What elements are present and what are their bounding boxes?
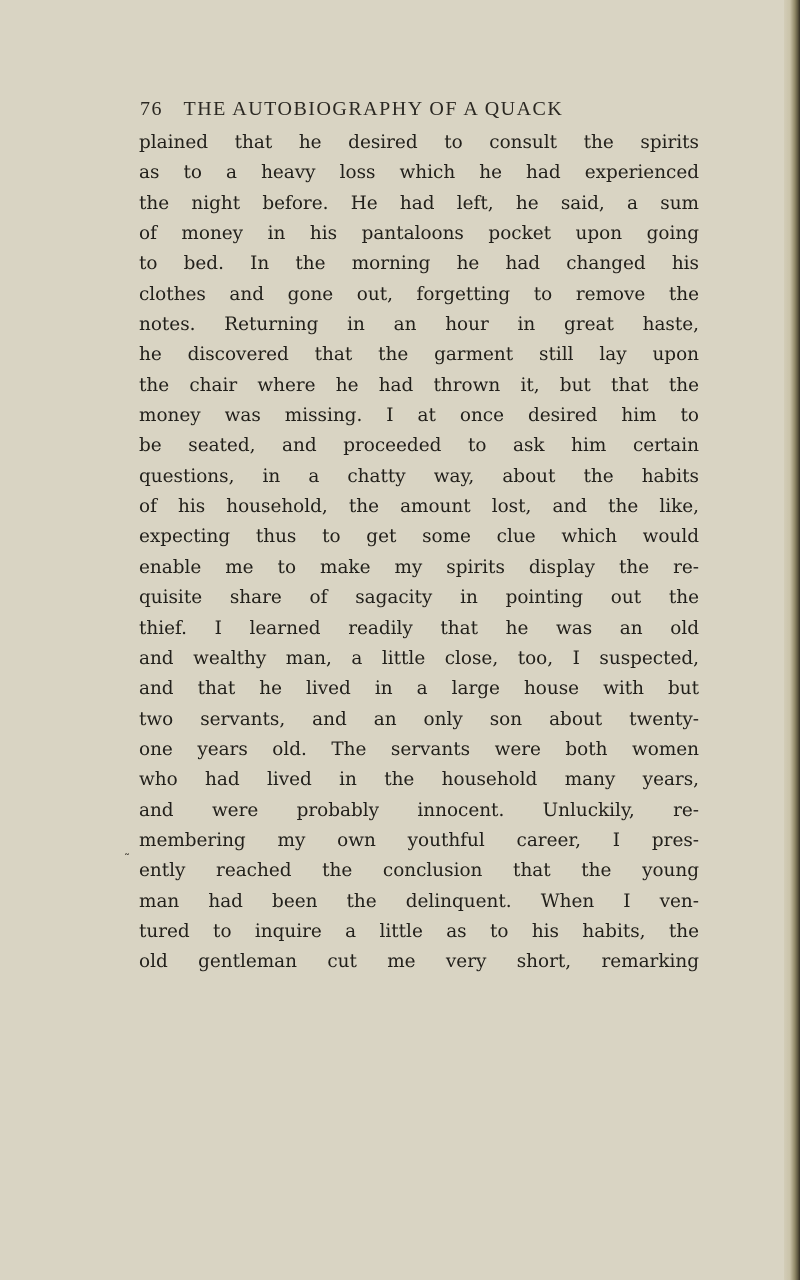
text-line: plained that he desired to consult the spirits [139, 132, 699, 153]
text-line: of his household, the amount lost, and the like, [139, 496, 699, 518]
text-line: expecting thus to get some clue which would [139, 526, 699, 548]
page-number: 76 [140, 98, 163, 120]
text-line: who had lived in the household many years, [139, 769, 699, 791]
text-line: clothes and gone out, forgetting to remove the [139, 283, 699, 305]
text-line: the chair where he had thrown it, but that the [139, 374, 699, 396]
text-line: quisite share of sagacity in pointing out the [139, 587, 699, 609]
text-line: and wealthy man, a little close, too, I suspected, [139, 647, 699, 669]
text-line: questions, in a chatty way, about the habits [139, 465, 699, 487]
text-line: thief. I learned readily that he was an old [139, 617, 699, 639]
text-line: one years old. The servants were both women [139, 738, 699, 760]
text-line: enable me to make my spirits display the re- [139, 556, 699, 578]
text-line: notes. Returning in an hour in great haste, [139, 314, 699, 336]
text-line: old gentleman cut me very short, remarking [139, 951, 699, 973]
text-line: of money in his pantaloons pocket upon going [139, 223, 699, 245]
text-line: membering my own youthful career, I pres- [139, 829, 699, 851]
margin-mark: ˜ [124, 852, 130, 866]
text-line: and that he lived in a large house with but [139, 678, 699, 700]
text-line: man had been the delinquent. When I ven- [139, 890, 699, 912]
body-text [139, 128, 699, 978]
text-line: as to a heavy loss which he had experienced [139, 162, 699, 184]
text-line: ently reached the conclusion that the young [139, 860, 699, 882]
text-line: to bed. In the morning he had changed his [139, 253, 699, 275]
text-line: be seated, and proceeded to ask him certain [139, 435, 699, 457]
running-title: THE AUTOBIOGRAPHY OF A QUACK [183, 98, 564, 120]
text-line: tured to inquire a little as to his habits, the [139, 920, 699, 942]
text-line: the night before. He had left, he said, a sum [139, 192, 699, 214]
text-line: he discovered that the garment still lay upon [139, 344, 699, 366]
text-line: and were probably innocent. Unluckily, re- [139, 799, 699, 821]
page-edge-shadow [784, 0, 800, 1280]
text-line: money was missing. I at once desired him to [139, 405, 699, 427]
page-header [140, 98, 700, 122]
text-line: two servants, and an only son about twenty- [139, 708, 699, 730]
